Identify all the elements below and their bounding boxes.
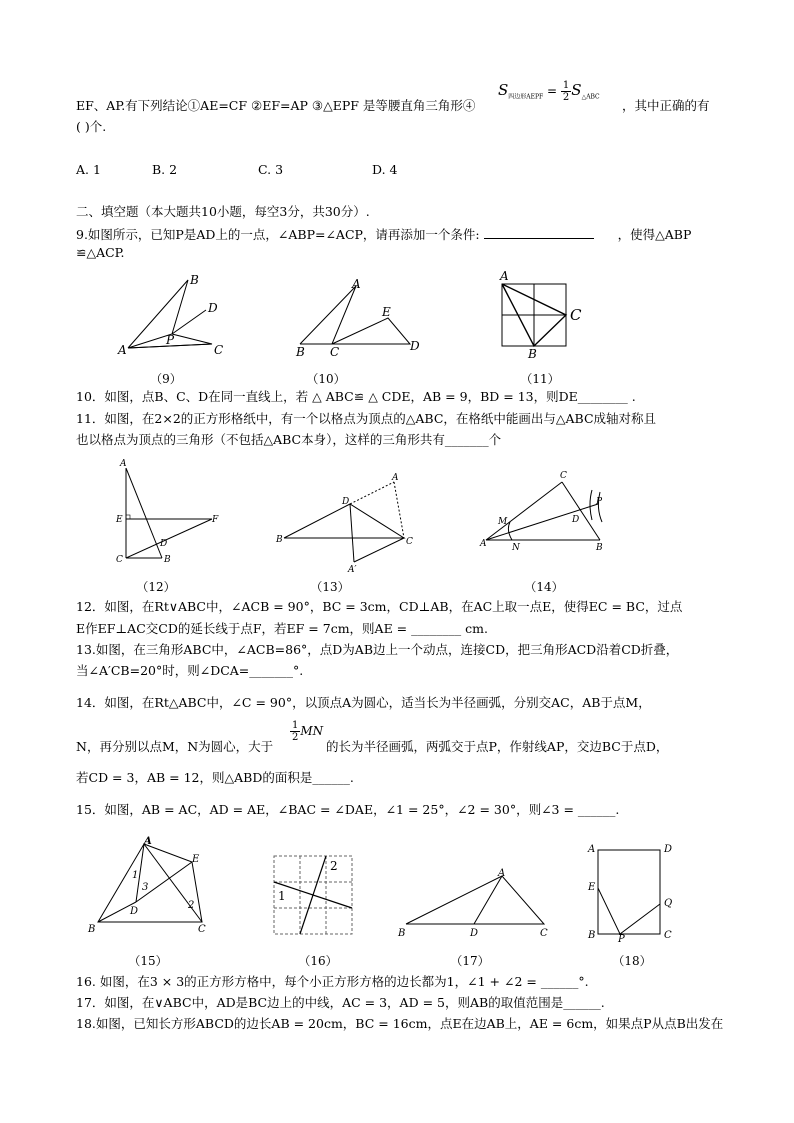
- caption-12: （12）: [136, 580, 176, 594]
- svg-text:N: N: [512, 543, 520, 553]
- svg-text:E: E: [588, 882, 596, 893]
- figure-16: [270, 852, 360, 942]
- caption-13: （13）: [310, 580, 350, 594]
- q8-line1: [76, 97, 475, 115]
- q8-option-b: B. 2: [152, 162, 178, 177]
- svg-text:2: 2: [330, 859, 338, 873]
- figure-11: [496, 270, 596, 360]
- q9-line2: ≌△ACP.: [76, 245, 125, 260]
- svg-text:A′: A′: [348, 565, 357, 575]
- q15: 15．如图，AB = AC，AD = AE，∠BAC = ∠DAE，∠1 = 25°，∠2 = 30°，则∠3 = ______.: [76, 802, 620, 817]
- q13-line2: 当∠A′CB=20°时，则∠DCA=_______°.: [76, 663, 304, 678]
- svg-text:B: B: [88, 924, 96, 935]
- svg-text:C: C: [214, 343, 224, 357]
- svg-text:D: D: [208, 301, 218, 315]
- q9-line1: 9.如图所示，已知P是AD上的一点，∠ABP=∠ACP，请再添加一个条件: ，使得△ABP: [76, 224, 691, 244]
- svg-text:B: B: [588, 930, 596, 941]
- q8-option-a: A. 1: [76, 162, 101, 177]
- svg-text:A: A: [500, 269, 509, 283]
- q17: 17．如图，在∨ABC中，AD是BC边上的中线，AC = 3，AD = 5，则AB的取值范围是______.: [76, 995, 605, 1010]
- svg-text:C: C: [570, 306, 582, 324]
- svg-text:1: 1: [278, 889, 286, 903]
- svg-text:B: B: [276, 535, 283, 545]
- svg-text:D: D: [470, 928, 479, 939]
- q14-line2: N，再分别以点M，N为圆心，大于: [76, 739, 274, 754]
- svg-text:E: E: [382, 305, 391, 319]
- q8-option-c: C. 3: [258, 162, 284, 177]
- caption-11: （11）: [520, 372, 560, 386]
- svg-text:D: D: [342, 497, 350, 507]
- figure-13: [276, 474, 426, 574]
- q8-line2: ( )个.: [76, 119, 107, 134]
- figure-12: [112, 458, 222, 568]
- caption-16: （16）: [298, 954, 338, 968]
- q12-line1: 12．如图，在Rt∨ABC中，∠ACB = 90°，BC = 3cm，CD⊥AB，在AC上取一点E，使得EC = BC，过点: [76, 599, 683, 614]
- svg-text:D: D: [410, 339, 420, 353]
- svg-text:C: C: [560, 471, 567, 481]
- svg-text:D: D: [664, 844, 673, 855]
- q8-line1-end: ，其中正确的有: [622, 98, 710, 113]
- svg-text:C: C: [330, 345, 340, 359]
- q14-line1: 14．如图，在Rt△ABC中，∠C = 90°，以顶点A为圆心，适当长为半径画弧，分别交AC，AB于点M，: [76, 695, 651, 710]
- figure-9: [116, 272, 236, 362]
- svg-text:C: C: [664, 930, 672, 941]
- svg-text:B: B: [398, 928, 406, 939]
- section2-title: 二、填空题（本大题共10小题，每空3分，共30分）.: [76, 204, 370, 219]
- figure-17: [396, 868, 556, 938]
- q14-line3: 若CD = 3，AB = 12，则△ABD的面积是______.: [76, 770, 354, 785]
- q18: 18.如图，已知长方形ABCD的边长AB = 20cm，BC = 16cm，点E在边AB上，AE = 6cm，如果点P从点B出发在: [76, 1016, 724, 1031]
- svg-text:E: E: [116, 515, 123, 525]
- q8-text-a: EF、AP.有下列结论①AE=CF ②EF=AP ③△EPF 是等腰直角三角形④: [76, 98, 476, 113]
- svg-text:A: A: [498, 868, 506, 879]
- q14-line2-end: 的长为半径画弧，两弧交于点P，作射线AP，交边BC于点D，: [326, 739, 669, 754]
- svg-text:2: 2: [188, 900, 195, 911]
- figure-10: [294, 278, 424, 358]
- svg-text:C: C: [116, 555, 123, 565]
- svg-text:D: D: [130, 906, 139, 917]
- svg-text:A: A: [118, 343, 127, 357]
- figure-18: [584, 840, 684, 945]
- svg-text:E: E: [192, 854, 200, 865]
- q8-formula: $S_{四边形AEPF}$ = $\frac{1}{2}$ $S_{\triangle ABC}$: [498, 80, 600, 103]
- svg-text:Q: Q: [664, 898, 673, 909]
- q9-blank: [484, 224, 594, 239]
- half-fraction: $\frac{1}{2}$: [562, 80, 570, 103]
- svg-text:M: M: [498, 517, 508, 527]
- q12-line2: E作EF⊥AC交CD的延长线于点F，若EF = 7cm，则AE = ________ cm.: [76, 621, 488, 636]
- caption-17: （17）: [450, 954, 490, 968]
- svg-text:P: P: [596, 497, 603, 507]
- svg-text:B: B: [528, 347, 537, 361]
- svg-text:C: C: [406, 537, 413, 547]
- q11-line2: 也以格点为顶点的三角形（不包括△ABC本身），这样的三角形共有_______个: [76, 432, 502, 447]
- q10: 10．如图，点B、C、D在同一直线上，若 △ ABC≌ △ CDE，AB = 9，BD = 13，则DE________ .: [76, 389, 636, 404]
- svg-text:A: A: [392, 473, 399, 483]
- svg-text:B: B: [296, 345, 305, 359]
- svg-text:B: B: [190, 273, 199, 287]
- svg-text:F: F: [212, 515, 219, 525]
- q16: 16. 如图，在3 × 3的正方形方格中，每个小正方形方格的边长都为1，∠1 + ∠2 = ______°.: [76, 974, 589, 989]
- svg-text:3: 3: [142, 882, 149, 893]
- svg-text:D: D: [160, 539, 168, 549]
- q8-option-d: D. 4: [372, 162, 398, 177]
- svg-text:A: A: [480, 539, 487, 549]
- svg-text:A: A: [144, 836, 152, 847]
- caption-15: （15）: [128, 954, 168, 968]
- svg-text:C: C: [540, 928, 548, 939]
- svg-text:C: C: [198, 924, 206, 935]
- svg-text:A: A: [352, 277, 361, 291]
- svg-text:A: A: [120, 459, 127, 469]
- q11-line1: 11．如图，在2×2的正方形格纸中，有一个以格点为顶点的△ABC，在格纸中能画出与△ABC成轴对称且: [76, 411, 657, 426]
- svg-text:B: B: [596, 543, 603, 553]
- svg-text:A: A: [588, 844, 596, 855]
- caption-9: （9）: [150, 372, 182, 386]
- svg-text:P: P: [166, 333, 175, 347]
- svg-text:P: P: [618, 934, 625, 945]
- q13-line1: 13.如图，在三角形ABC中，∠ACB=86°，点D为AB边上一个动点，连接CD，把三角形ACD沿着CD折叠，: [76, 642, 679, 657]
- figure-15: [88, 838, 218, 938]
- svg-text:1: 1: [132, 870, 139, 881]
- svg-text:D: D: [572, 515, 580, 525]
- q14-fraction: $\frac{1}{2}$ MN: [292, 720, 324, 743]
- caption-10: （10）: [306, 372, 346, 386]
- figure-14: [480, 471, 610, 554]
- svg-text:B: B: [164, 555, 171, 565]
- caption-18: （18）: [612, 954, 652, 968]
- caption-14: （14）: [524, 580, 564, 594]
